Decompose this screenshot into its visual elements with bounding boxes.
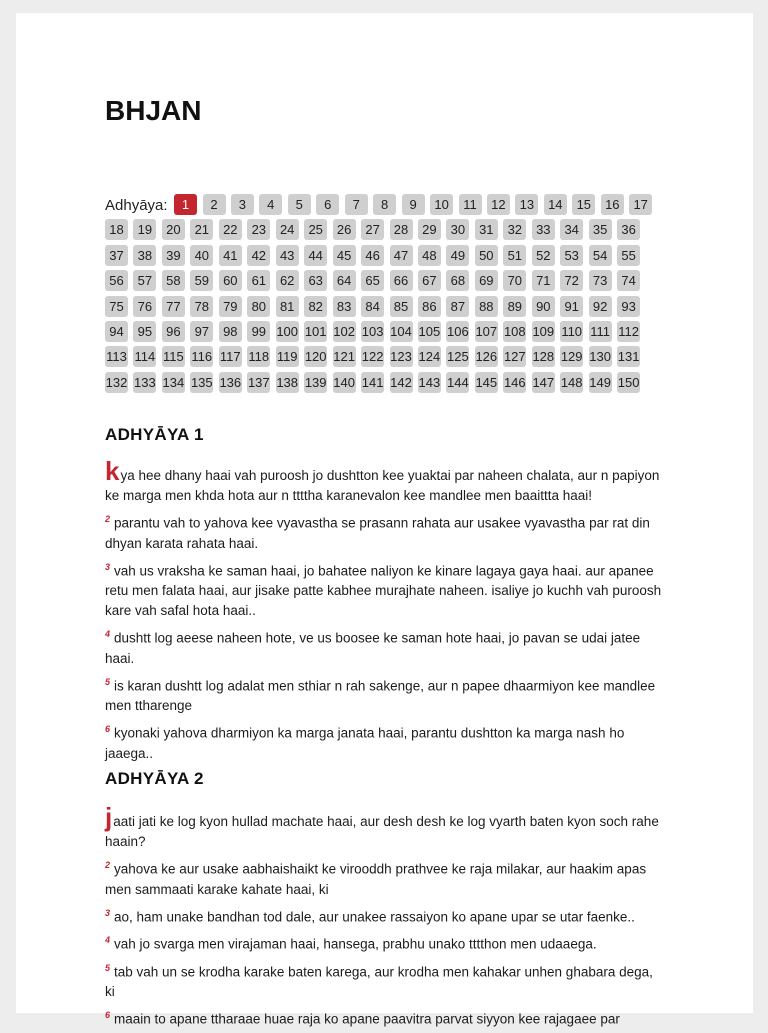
chapter-link-20[interactable]: 20 xyxy=(162,219,185,240)
chapter-link-113[interactable]: 113 xyxy=(105,346,128,367)
chapter-link-77[interactable]: 77 xyxy=(162,296,185,317)
chapter-link-116[interactable]: 116 xyxy=(190,346,213,367)
chapter-link-131[interactable]: 131 xyxy=(617,346,640,367)
chapter-link-36[interactable]: 36 xyxy=(617,219,640,240)
chapter-link-86[interactable]: 86 xyxy=(418,296,441,317)
chapter-link-44[interactable]: 44 xyxy=(304,245,327,266)
chapter-link-79[interactable]: 79 xyxy=(219,296,242,317)
chapter-link-8[interactable]: 8 xyxy=(373,194,396,215)
chapter-link-53[interactable]: 53 xyxy=(560,245,583,266)
chapter-link-120[interactable]: 120 xyxy=(304,346,327,367)
verse-5 xyxy=(105,958,665,1003)
chapter-link-56[interactable]: 56 xyxy=(105,270,128,291)
chapter-link-134[interactable]: 134 xyxy=(162,372,185,393)
chapter-link-60[interactable]: 60 xyxy=(219,270,242,291)
chapter-link-96[interactable]: 96 xyxy=(162,321,185,342)
page xyxy=(16,13,753,1027)
chapter-link-140[interactable]: 140 xyxy=(333,372,356,393)
verse-number: 2 xyxy=(105,514,111,524)
chapter-link-33[interactable]: 33 xyxy=(532,219,555,240)
chapter-link-125[interactable]: 125 xyxy=(446,346,469,367)
chapter-link-136[interactable]: 136 xyxy=(219,372,242,393)
chapter-link-28[interactable]: 28 xyxy=(390,219,413,240)
chapter-link-126[interactable]: 126 xyxy=(475,346,498,367)
drop-cap: j xyxy=(105,802,113,832)
chapter-link-87[interactable]: 87 xyxy=(446,296,469,317)
chapter-link-34[interactable]: 34 xyxy=(560,219,583,240)
chapter-link-74[interactable]: 74 xyxy=(617,270,640,291)
chapter-link-2[interactable]: 2 xyxy=(203,194,226,215)
chapter-link-123[interactable]: 123 xyxy=(390,346,413,367)
verse-text: dushtt log aeese naheen hote, ve us boosee ke saman hote haai, jo pavan se udai jatee haai. xyxy=(105,630,641,666)
chapter-link-99[interactable]: 99 xyxy=(247,321,270,342)
verse-2 xyxy=(105,509,665,554)
chapter-link-121[interactable]: 121 xyxy=(333,346,356,367)
chapter-heading-2: ADHYĀYA 2 xyxy=(105,769,204,788)
chapter-link-6[interactable]: 6 xyxy=(316,194,339,215)
verse-number: 4 xyxy=(105,935,111,945)
chapter-link-69[interactable]: 69 xyxy=(475,270,498,291)
chapter-1-verses xyxy=(105,456,665,767)
chapter-link-71[interactable]: 71 xyxy=(532,270,555,291)
chapter-link-97[interactable]: 97 xyxy=(190,321,213,342)
verse-text: vah jo svarga men virajaman haai, hansega, prabhu unako tttthon men udaaega. xyxy=(114,936,597,952)
chapter-link-1[interactable]: 1 xyxy=(174,194,197,215)
chapter-link-114[interactable]: 114 xyxy=(133,346,156,367)
chapter-link-13[interactable]: 13 xyxy=(515,194,538,215)
chapter-link-150[interactable]: 150 xyxy=(617,372,640,393)
chapter-link-57[interactable]: 57 xyxy=(133,270,156,291)
chapter-link-72[interactable]: 72 xyxy=(560,270,583,291)
chapter-link-101[interactable]: 101 xyxy=(304,321,327,342)
chapter-link-31[interactable]: 31 xyxy=(475,219,498,240)
chapter-link-127[interactable]: 127 xyxy=(503,346,526,367)
chapter-link-16[interactable]: 16 xyxy=(601,194,624,215)
verse-text: ao, ham unake bandhan tod dale, aur unakee rassaiyon ko apane upar se utar faenke.. xyxy=(114,909,635,924)
chapter-link-80[interactable]: 80 xyxy=(247,296,270,317)
verse-text: maain to apane ttharaae huae raja ko apane paavitra parvat siyyon kee rajagaee par xyxy=(114,1011,620,1027)
verse-number: 3 xyxy=(105,907,111,918)
chapter-link-51[interactable]: 51 xyxy=(503,245,526,266)
chapter-link-84[interactable]: 84 xyxy=(361,296,384,317)
verse-text: vah us vraksha ke saman haai, jo bahatee naliyon ke kinare lagaya gaya haai. aur apanee retu men falata haai, aur jisake patte kabhee murajhate naheen. isaliye jo kuchh vah puroosh kare vah safal hota haai.. xyxy=(105,563,662,618)
chapter-link-103[interactable]: 103 xyxy=(361,321,384,342)
chapter-link-49[interactable]: 49 xyxy=(446,245,469,266)
chapter-link-23[interactable]: 23 xyxy=(247,219,270,240)
chapter-link-81[interactable]: 81 xyxy=(276,296,299,317)
chapter-link-29[interactable]: 29 xyxy=(418,219,441,240)
verse-1 xyxy=(105,456,665,506)
chapter-link-132[interactable]: 132 xyxy=(105,372,128,393)
chapter-link-27[interactable]: 27 xyxy=(361,219,384,240)
chapter-link-149[interactable]: 149 xyxy=(589,372,612,393)
chapter-link-32[interactable]: 32 xyxy=(503,219,526,240)
chapter-link-128[interactable]: 128 xyxy=(532,346,555,367)
chapter-link-92[interactable]: 92 xyxy=(589,296,612,317)
chapter-link-61[interactable]: 61 xyxy=(247,270,270,291)
chapter-heading-1: ADHYĀYA 1 xyxy=(105,425,204,444)
chapter-link-40[interactable]: 40 xyxy=(190,245,213,266)
chapter-link-12[interactable]: 12 xyxy=(487,194,510,215)
chapter-link-70[interactable]: 70 xyxy=(503,270,526,291)
chapter-link-93[interactable]: 93 xyxy=(617,296,640,317)
chapter-link-78[interactable]: 78 xyxy=(190,296,213,317)
chapter-link-106[interactable]: 106 xyxy=(446,321,469,342)
chapter-link-144[interactable]: 144 xyxy=(446,372,469,393)
chapter-link-100[interactable]: 100 xyxy=(276,321,299,342)
chapter-link-102[interactable]: 102 xyxy=(333,321,356,342)
chapter-link-117[interactable]: 117 xyxy=(219,346,242,367)
chapter-link-18[interactable]: 18 xyxy=(105,219,128,240)
chapter-link-133[interactable]: 133 xyxy=(133,372,156,393)
chapter-link-85[interactable]: 85 xyxy=(390,296,413,317)
chapter-link-41[interactable]: 41 xyxy=(219,245,242,266)
chapter-link-26[interactable]: 26 xyxy=(333,219,356,240)
chapter-link-39[interactable]: 39 xyxy=(162,245,185,266)
chapter-link-30[interactable]: 30 xyxy=(446,219,469,240)
verse-6 xyxy=(105,719,665,764)
chapter-link-139[interactable]: 139 xyxy=(304,372,327,393)
verse-4 xyxy=(105,624,665,669)
chapter-link-64[interactable]: 64 xyxy=(333,270,356,291)
verse-text: is karan dushtt log adalat men sthiar n rah sakenge, aur n papee dhaarmiyon kee mandlee men ttharenge xyxy=(105,678,656,713)
chapter-link-105[interactable]: 105 xyxy=(418,321,441,342)
chapter-link-15[interactable]: 15 xyxy=(572,194,595,215)
chapter-link-83[interactable]: 83 xyxy=(333,296,356,317)
chapter-link-146[interactable]: 146 xyxy=(503,372,526,393)
chapter-link-142[interactable]: 142 xyxy=(390,372,413,393)
page-title: BHJAN xyxy=(105,95,202,126)
chapter-link-48[interactable]: 48 xyxy=(418,245,441,266)
chapter-link-148[interactable]: 148 xyxy=(560,372,583,393)
chapter-link-19[interactable]: 19 xyxy=(133,219,156,240)
chapter-link-90[interactable]: 90 xyxy=(532,296,555,317)
chapter-nav-label: Adhyāya: xyxy=(105,197,168,214)
chapter-link-95[interactable]: 95 xyxy=(133,321,156,342)
chapter-link-112[interactable]: 112 xyxy=(617,321,640,342)
verse-6 xyxy=(105,1005,665,1030)
chapter-link-50[interactable]: 50 xyxy=(475,245,498,266)
verse-text: yahova ke aur usake aabhaishaikt ke virooddh prathvee ke raja milakar, aur haakim apas men sammaati karake kahate haai, ki xyxy=(105,861,647,897)
verse-2 xyxy=(105,855,665,900)
chapter-link-119[interactable]: 119 xyxy=(276,346,299,367)
chapter-link-21[interactable]: 21 xyxy=(190,219,213,240)
verse-4 xyxy=(105,930,665,955)
chapter-link-109[interactable]: 109 xyxy=(532,321,555,342)
chapter-link-58[interactable]: 58 xyxy=(162,270,185,291)
chapter-link-65[interactable]: 65 xyxy=(361,270,384,291)
chapter-link-14[interactable]: 14 xyxy=(544,194,567,215)
chapter-link-52[interactable]: 52 xyxy=(532,245,555,266)
chapter-link-118[interactable]: 118 xyxy=(247,346,270,367)
chapter-link-141[interactable]: 141 xyxy=(361,372,384,393)
verse-1 xyxy=(105,802,665,852)
chapter-link-130[interactable]: 130 xyxy=(589,346,612,367)
verse-3 xyxy=(105,557,665,622)
chapter-link-135[interactable]: 135 xyxy=(190,372,213,393)
chapter-link-38[interactable]: 38 xyxy=(133,245,156,266)
verse-number: 5 xyxy=(105,676,111,687)
chapter-link-46[interactable]: 46 xyxy=(361,245,384,266)
chapter-link-138[interactable]: 138 xyxy=(276,372,299,393)
chapter-link-55[interactable]: 55 xyxy=(617,245,640,266)
chapter-link-137[interactable]: 137 xyxy=(247,372,270,393)
chapter-link-145[interactable]: 145 xyxy=(475,372,498,393)
chapter-link-75[interactable]: 75 xyxy=(105,296,128,317)
chapter-link-66[interactable]: 66 xyxy=(390,270,413,291)
chapter-link-76[interactable]: 76 xyxy=(133,296,156,317)
chapter-link-47[interactable]: 47 xyxy=(390,245,413,266)
verse-number: 4 xyxy=(105,629,111,639)
chapter-link-94[interactable]: 94 xyxy=(105,321,128,342)
chapter-link-88[interactable]: 88 xyxy=(475,296,498,317)
chapter-link-22[interactable]: 22 xyxy=(219,219,242,240)
chapter-link-122[interactable]: 122 xyxy=(361,346,384,367)
chapter-link-37[interactable]: 37 xyxy=(105,245,128,266)
verse-5 xyxy=(105,672,665,717)
chapter-link-10[interactable]: 10 xyxy=(430,194,453,215)
chapter-link-124[interactable]: 124 xyxy=(418,346,441,367)
chapter-link-35[interactable]: 35 xyxy=(589,219,612,240)
chapter-link-115[interactable]: 115 xyxy=(162,346,185,367)
chapter-2-verses xyxy=(105,802,665,1033)
chapter-link-25[interactable]: 25 xyxy=(304,219,327,240)
chapter-link-108[interactable]: 108 xyxy=(503,321,526,342)
chapter-link-67[interactable]: 67 xyxy=(418,270,441,291)
chapter-link-98[interactable]: 98 xyxy=(219,321,242,342)
verse-number: 5 xyxy=(105,962,111,973)
chapter-link-63[interactable]: 63 xyxy=(304,270,327,291)
verse-number: 2 xyxy=(105,860,111,870)
chapter-link-129[interactable]: 129 xyxy=(560,346,583,367)
chapter-link-107[interactable]: 107 xyxy=(475,321,498,342)
chapter-link-54[interactable]: 54 xyxy=(589,245,612,266)
chapter-link-4[interactable]: 4 xyxy=(259,194,282,215)
chapter-link-9[interactable]: 9 xyxy=(402,194,425,215)
verse-text: aati jati ke log kyon hullad machate haai, aur desh desh ke log vyarth baten kyon soch rahe haain? xyxy=(105,814,659,849)
chapter-link-42[interactable]: 42 xyxy=(247,245,270,266)
chapter-link-68[interactable]: 68 xyxy=(446,270,469,291)
chapter-link-7[interactable]: 7 xyxy=(345,194,368,215)
chapter-link-45[interactable]: 45 xyxy=(333,245,356,266)
verse-3 xyxy=(105,903,665,928)
verse-text: tab vah un se krodha karake baten karega, aur krodha men kahakar unhen ghabara dega, ki xyxy=(105,964,653,999)
verse-text: ya hee dhany haai vah puroosh jo dushtton kee yuaktai par naheen chalata, aur n papiyon ke marga men khda hota aur n ttttha karanevalon kee mandlee men baaittta haai! xyxy=(105,468,660,503)
verse-number: 6 xyxy=(105,1010,111,1020)
chapter-link-73[interactable]: 73 xyxy=(589,270,612,291)
chapter-link-111[interactable]: 111 xyxy=(589,321,612,342)
chapter-link-11[interactable]: 11 xyxy=(459,194,482,215)
chapter-link-82[interactable]: 82 xyxy=(304,296,327,317)
chapter-link-17[interactable]: 17 xyxy=(629,194,652,215)
chapter-link-110[interactable]: 110 xyxy=(560,321,583,342)
verse-text: parantu vah to yahova kee vyavastha se prasann rahata aur usakee vyavastha par rat din dhyan karata rahata haai. xyxy=(105,515,650,551)
chapter-link-143[interactable]: 143 xyxy=(418,372,441,393)
chapter-link-89[interactable]: 89 xyxy=(503,296,526,317)
chapter-link-43[interactable]: 43 xyxy=(276,245,299,266)
chapter-link-147[interactable]: 147 xyxy=(532,372,555,393)
verse-text: kyonaki yahova dharmiyon ka marga janata haai, parantu dushtton ka marga nash ho jaaega.. xyxy=(105,725,625,761)
chapter-link-104[interactable]: 104 xyxy=(390,321,413,342)
chapter-link-3[interactable]: 3 xyxy=(231,194,254,215)
chapter-link-91[interactable]: 91 xyxy=(560,296,583,317)
chapter-link-59[interactable]: 59 xyxy=(190,270,213,291)
verse-number: 3 xyxy=(105,561,111,572)
chapter-link-5[interactable]: 5 xyxy=(288,194,311,215)
verse-number: 6 xyxy=(105,724,111,734)
chapter-link-62[interactable]: 62 xyxy=(276,270,299,291)
drop-cap: k xyxy=(105,456,120,486)
chapter-link-24[interactable]: 24 xyxy=(276,219,299,240)
